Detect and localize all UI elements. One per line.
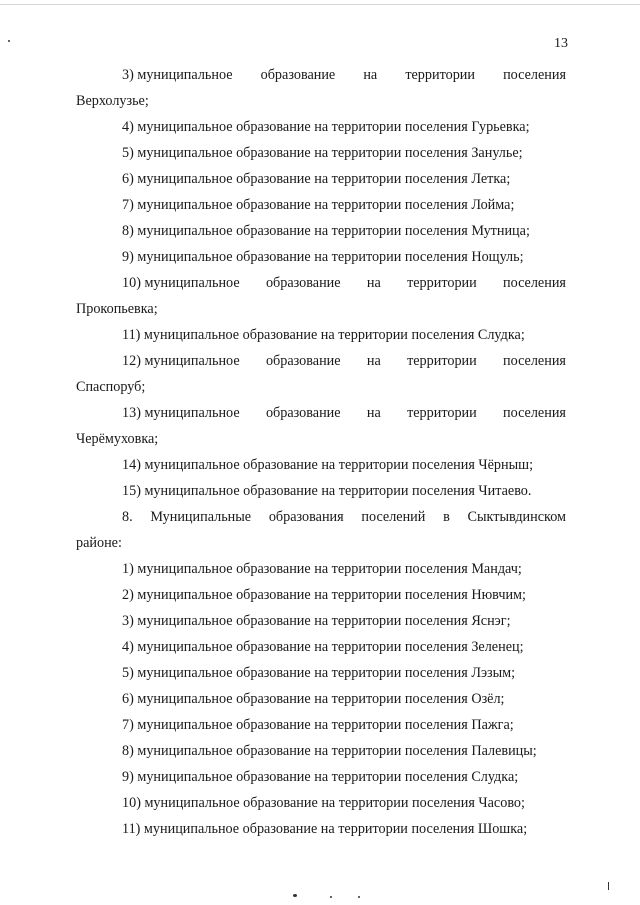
word: в: [443, 509, 450, 525]
word: образование: [260, 67, 336, 83]
word: поселения: [503, 405, 566, 421]
list-item: 4) муниципальное образование на территории поселения Гурьевка;: [122, 119, 530, 135]
list-item: 11) муниципальное образование на территории поселения Слудка;: [122, 327, 525, 343]
paragraph-line-justified: [76, 402, 566, 428]
word: образование: [265, 405, 341, 421]
scan-speck: [293, 894, 297, 897]
top-edge-line: [0, 4, 640, 5]
word: 13) муниципальное: [122, 405, 240, 421]
word: Муниципальные: [150, 509, 252, 525]
list-item: 5) муниципальное образование на территории поселения Занулье;: [122, 145, 523, 161]
word: на: [366, 405, 381, 421]
list-item: 7) муниципальное образование на территории поселения Пажга;: [122, 717, 514, 733]
word: на: [366, 353, 381, 369]
paragraph-line-justified: [76, 64, 566, 90]
word: 12) муниципальное: [122, 353, 240, 369]
word: 8.: [122, 509, 133, 525]
word: на: [363, 67, 378, 83]
word: 3) муниципальное: [122, 67, 233, 83]
paragraph-line-continuation: Верхолузье;: [76, 93, 149, 109]
list-item: 6) муниципальное образование на территории поселения Летка;: [122, 171, 511, 187]
paragraph-line-continuation: Черёмуховка;: [76, 431, 159, 447]
word: поселений: [361, 509, 426, 525]
word: образование: [265, 275, 341, 291]
page-number: 13: [554, 36, 568, 51]
list-item: 8) муниципальное образование на территории поселения Мутница;: [122, 223, 530, 239]
list-item: 9) муниципальное образование на территории поселения Слудка;: [122, 769, 519, 785]
word: 10) муниципальное: [122, 275, 240, 291]
word: Сыктывдинском: [467, 509, 566, 525]
list-item: 3) муниципальное образование на территории поселения Яснэг;: [122, 613, 511, 629]
paragraph-line-justified: [76, 272, 566, 298]
word: территории: [407, 405, 477, 421]
word: территории: [407, 275, 477, 291]
list-item: 7) муниципальное образование на территории поселения Лойма;: [122, 197, 515, 213]
list-item: 6) муниципальное образование на территории поселения Озёл;: [122, 691, 505, 707]
document-body: [76, 64, 566, 844]
word: территории: [407, 353, 477, 369]
list-item: 11) муниципальное образование на территории поселения Шошка;: [122, 821, 528, 837]
word: образования: [268, 509, 344, 525]
list-item: 5) муниципальное образование на территории поселения Лэзым;: [122, 665, 516, 681]
word: образование: [265, 353, 341, 369]
word: территории: [405, 67, 475, 83]
paragraph-line-justified: [76, 350, 566, 376]
paragraph-line-justified: [76, 506, 566, 532]
list-item: 8) муниципальное образование на территории поселения Палевицы;: [122, 743, 537, 759]
scan-speck: [608, 882, 609, 890]
paragraph-line-continuation: районе:: [76, 535, 122, 551]
list-item: 1) муниципальное образование на территории поселения Мандач;: [122, 561, 522, 577]
word: поселения: [503, 67, 566, 83]
scan-speck: [8, 40, 10, 42]
list-item: 14) муниципальное образование на территории поселения Чёрныш;: [122, 457, 534, 473]
paragraph-line-continuation: Прокопьевка;: [76, 301, 158, 317]
paragraph-line-continuation: Спаспоруб;: [76, 379, 146, 395]
word: поселения: [503, 353, 566, 369]
list-item: 9) муниципальное образование на территории поселения Нощуль;: [122, 249, 524, 265]
word: поселения: [503, 275, 566, 291]
scan-speck: [358, 896, 360, 898]
list-item: 4) муниципальное образование на территории поселения Зеленец;: [122, 639, 524, 655]
list-item: 15) муниципальное образование на территории поселения Читаево.: [122, 483, 532, 499]
list-item: 2) муниципальное образование на территории поселения Нювчим;: [122, 587, 526, 603]
word: на: [366, 275, 381, 291]
list-item: 10) муниципальное образование на территории поселения Часово;: [122, 795, 525, 811]
scan-speck: [330, 896, 332, 898]
